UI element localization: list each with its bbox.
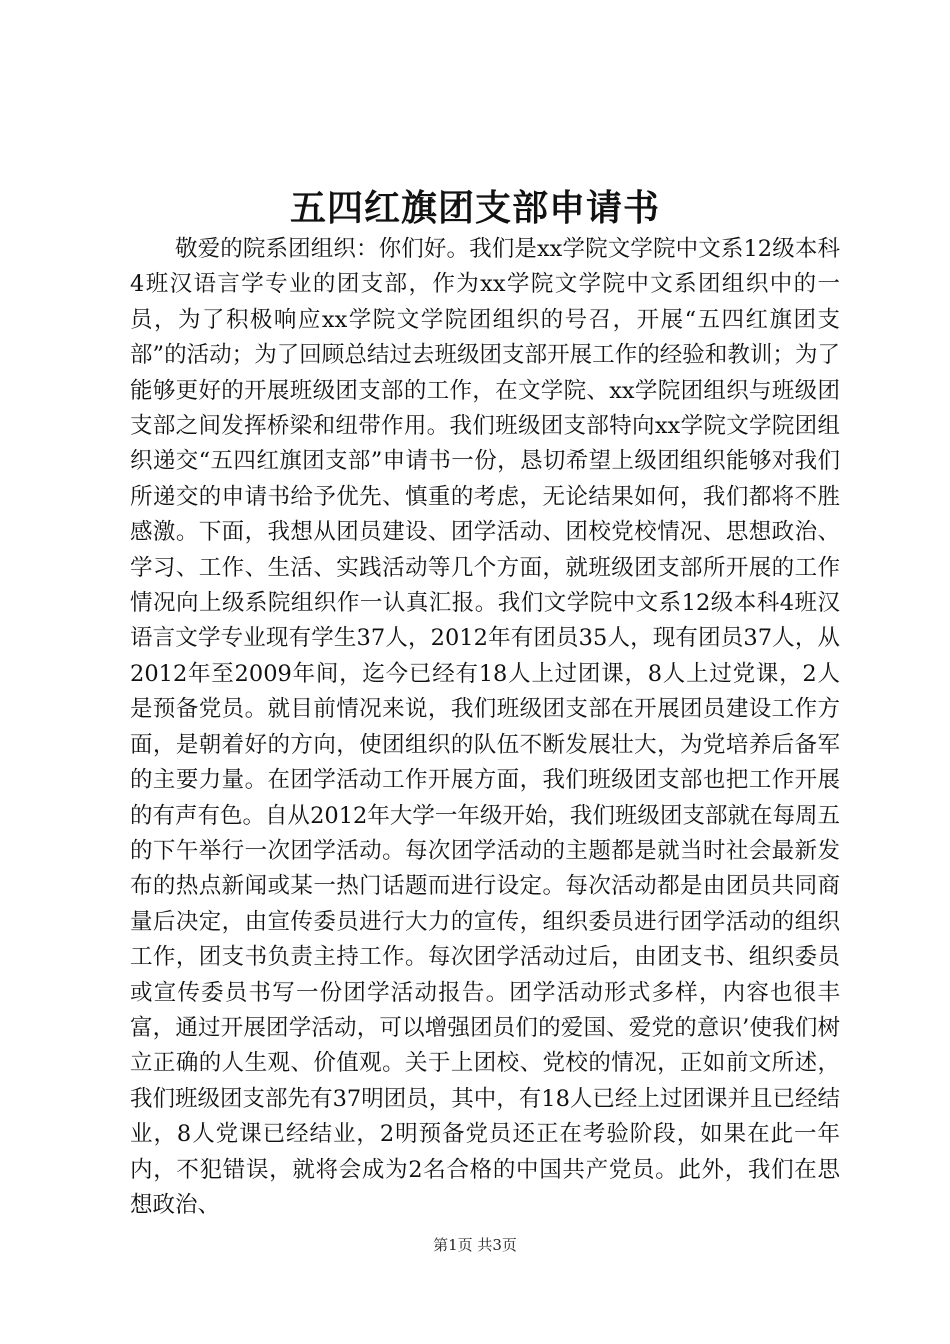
document-title: 五四红旗团支部申请书	[289, 187, 660, 229]
page-footer: 第1页 共3页	[433, 1236, 517, 1254]
document-body-paragraph: 敬爱的院系团组织：你们好。我们是xx学院文学院中文系12级本科4班汉语言学专业的团支部，作为xx学院文学院中文系团组织中的一员，为了积极响应xx学院文学院团组织的号召，开展“五四红旗团支部”的活动；为了回顾总结过去班级团支部开展工作的经验和教训；为了能够更好的开展班级团支部的工作，在文学院、xx学院团组织与班级团支部之间发挥桥梁和纽带作用。我们班级团支部特向xx学院文学院团组织递交“五四红旗团支部”申请书一份，恳切希望上级团组织能够对我们所递交的申请书给予优先、慎重的考虑，无论结果如何，我们都将不胜感激。下面，我想从团员建设、团学活动、团校党校情况、思想政治、学习、工作、生活、实践活动等几个方面，就班级团支部所开展的工作情况向上级系院组织作一认真汇报。我们文学院中文系12级本科4班汉语言文学专业现有学生37人，2012年有团员35人，现有团员37人，从2012年至2009年间，迄今已经有18人上过团课，8人上过党课，2人是预备党员。就目前情况来说，我们班级团支部在开展团员建设工作方面，是朝着好的方向，使团组织的队伍不断发展壮大，为党培养后备军的主要力量。在团学活动工作开展方面，我们班级团支部也把工作开展的有声有色。自从2012年大学一年级开始，我们班级团支部就在每周五的下午举行一次团学活动。每次团学活动的主题都是就当时社会最新发布的热点新闻或某一热门话题而进行设定。每次活动都是由团员共同商量后决定，由宣传委员进行大力的宣传，组织委员进行团学活动的组织工作，团支书负责主持工作。每次团学活动过后，由团支书、组织委员或宣传委员书写一份团学活动报告。团学活动形式多样，内容也很丰富，通过开展团学活动，可以增强团员们的爱国、爱党的意识’使我们树立正确的人生观、价值观。关于上团校、党校的情况，正如前文所述，我们班级团支部先有37明团员，其中，有18人已经上过团课并且已经结业，8人党课已经结业，2明预备党员还正在考验阶段，如果在此一年内，不犯错误，就将会成为2名合格的中国共产党员。此外，我们在思想政治、	[130, 236, 840, 1218]
